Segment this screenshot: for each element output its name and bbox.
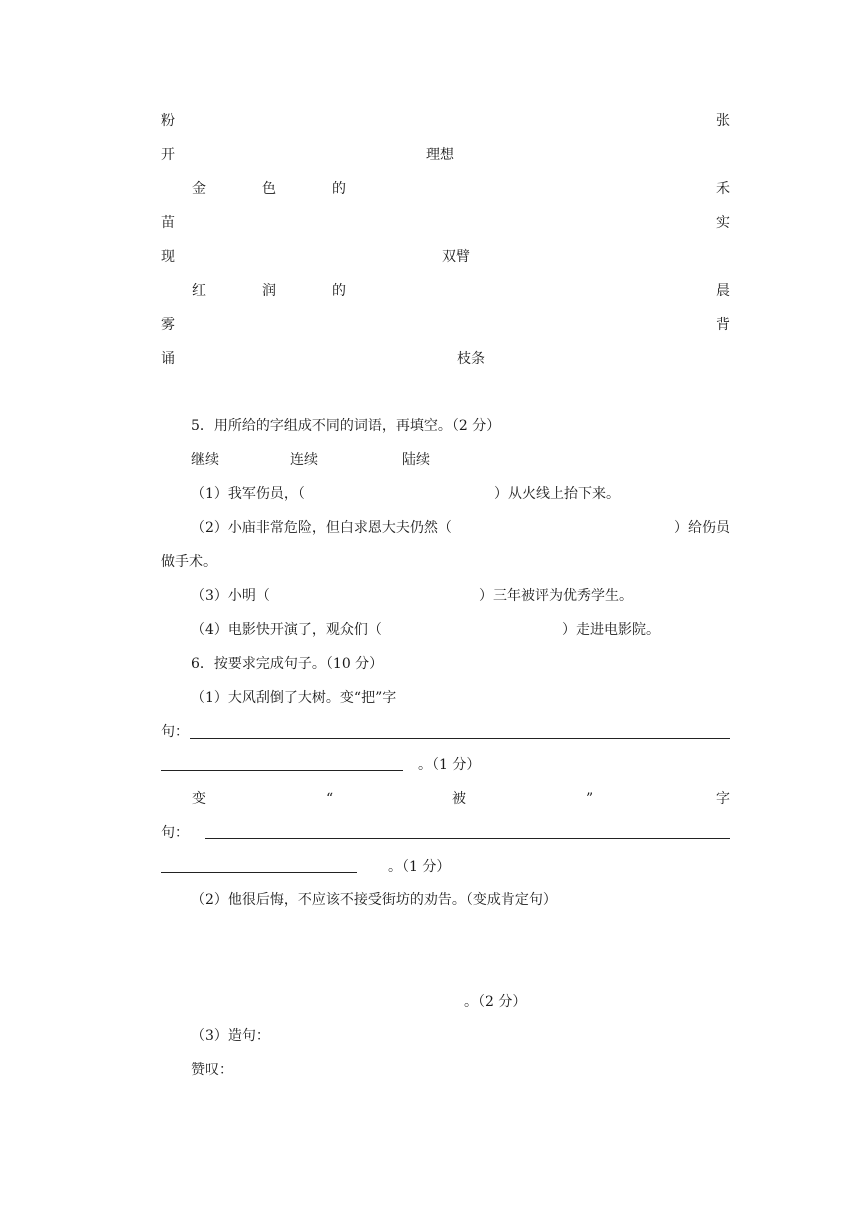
match-r6-c: 的 (332, 283, 346, 299)
q6-zantan: 赞叹： (191, 1062, 233, 1078)
q5-s3-start: （3）小明（ (191, 588, 270, 604)
answer-line-2b[interactable] (161, 872, 357, 873)
match-r1-right: 张 (716, 113, 730, 129)
match-r8-mid: 枝条 (457, 351, 485, 367)
q6-quote-open: “ (326, 791, 334, 807)
match-r6-right: 晨 (716, 283, 730, 299)
q6-zi: 字 (716, 791, 730, 807)
match-r5-left: 现 (161, 249, 175, 265)
answer-line-2a[interactable] (205, 838, 730, 839)
match-r5-mid: 双臂 (442, 249, 470, 265)
match-r2-mid: 理想 (426, 147, 454, 163)
q6-ju-1: 句： (161, 724, 189, 740)
q5-s2-wrap: 做手术。 (161, 554, 217, 570)
q5-word-1: 继续 (191, 452, 219, 468)
q5-s3-end: ）三年被评为优秀学生。 (479, 588, 633, 604)
match-r8-left: 诵 (161, 351, 175, 367)
q5-s2-end: ）给伤员 (674, 520, 730, 536)
q5-s4-end: ）走进电影院。 (562, 622, 660, 638)
match-r3-a: 金 (192, 181, 206, 197)
q5-word-2: 连续 (290, 452, 318, 468)
q5-title: 5．用所给的字组成不同的词语，再填空。（2 分） (191, 418, 501, 434)
answer-line-1b[interactable] (161, 770, 403, 771)
q6-bian: 变 (192, 791, 206, 807)
q5-s4-start: （4）电影快开演了，观众们（ (191, 622, 382, 638)
q6-end-2: 。（1 分） (388, 859, 451, 875)
match-r4-right: 实 (716, 215, 730, 231)
q6-ju-2: 句： (161, 825, 189, 841)
q5-s1-end: ）从火线上抬下来。 (494, 486, 620, 502)
q6-end-1: 。（1 分） (418, 757, 481, 773)
q5-s2-start: （2）小庙非常危险，但白求恩大夫仍然（ (191, 520, 452, 536)
q6-s2: （2）他很后悔，不应该不接受街坊的劝告。（变成肯定句） (191, 892, 557, 908)
q6-s1: （1）大风刮倒了大树。变“把”字 (191, 690, 397, 706)
match-r4-left: 苗 (161, 215, 175, 231)
q5-word-3: 陆续 (402, 452, 430, 468)
match-r3-right: 禾 (716, 181, 730, 197)
q6-quote-close: ” (586, 791, 594, 807)
q6-bei: 被 (452, 791, 466, 807)
q5-s1-start: （1）我军伤员，（ (191, 486, 305, 502)
match-r2-left: 开 (161, 147, 175, 163)
q6-s3: （3）造句： (191, 1028, 270, 1044)
match-r6-a: 红 (192, 283, 206, 299)
match-r3-b: 色 (262, 181, 276, 197)
match-r7-left: 雾 (161, 317, 175, 333)
match-r1-left: 粉 (161, 113, 175, 129)
match-r6-b: 润 (262, 283, 276, 299)
match-r7-right: 背 (716, 317, 730, 333)
q6-end-3: 。（2 分） (464, 994, 527, 1010)
answer-line-1a[interactable] (190, 738, 730, 739)
match-r3-c: 的 (332, 181, 346, 197)
q6-title: 6．按要求完成句子。（10 分） (191, 656, 384, 672)
